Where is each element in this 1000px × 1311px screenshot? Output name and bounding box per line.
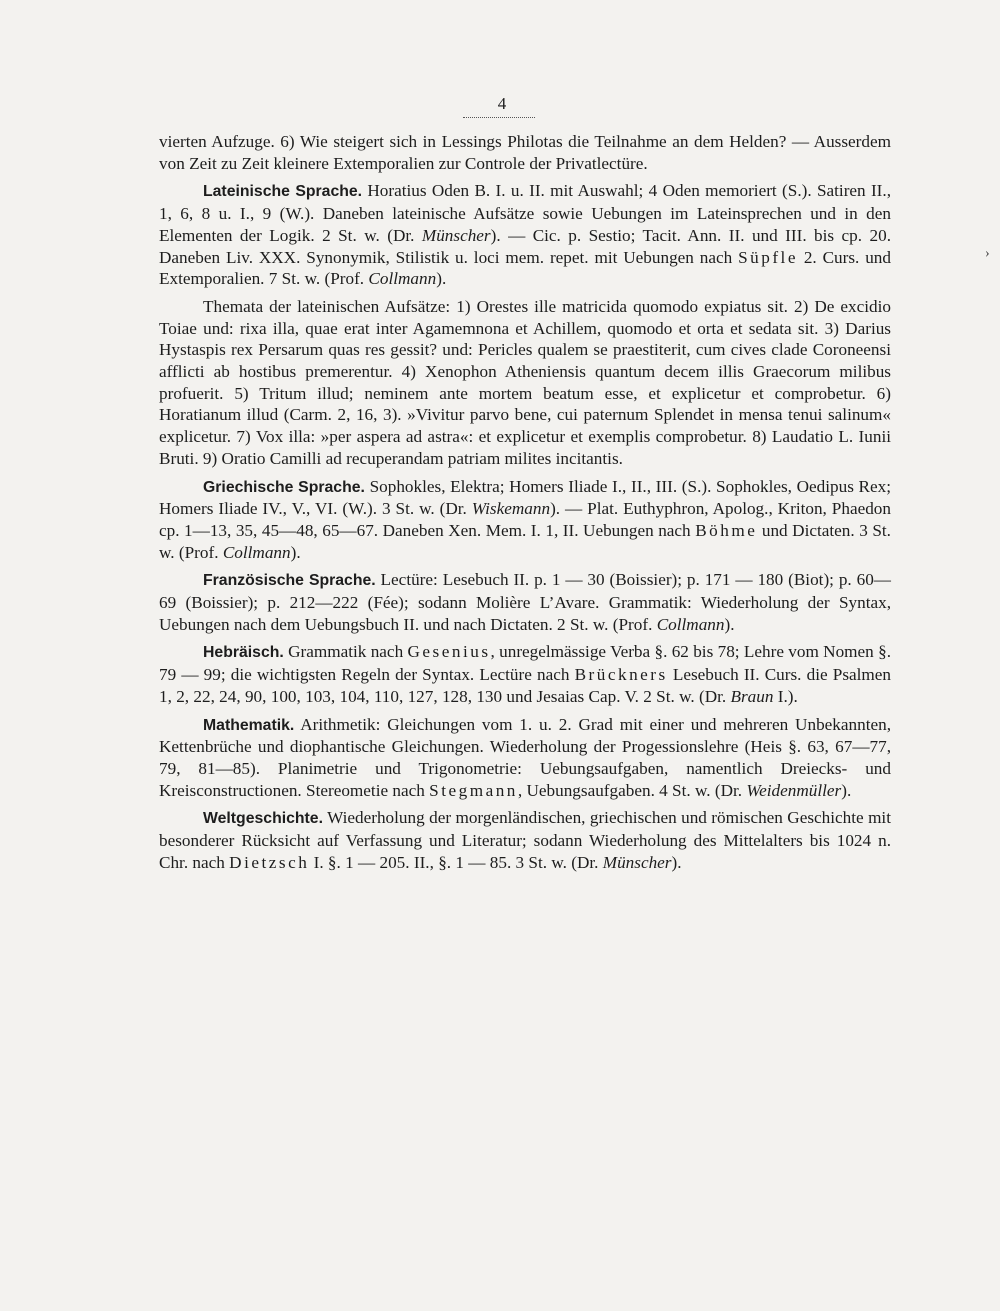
teacher-name: Collmann (222, 542, 291, 562)
text: Wiederholung der morgenländischen, griechischen und römischen Geschichte mit besonderer Rücksicht auf Verfassung und Literatur; sodann Wiederholung des Mittelalters bis 1024 n. Chr. nach (159, 808, 891, 872)
paragraph-hebraeisch (159, 641, 891, 707)
page-content (159, 131, 891, 880)
author-name: Böhme (695, 520, 758, 540)
section-heading-hebraeisch: Hebräisch. (203, 644, 284, 662)
teacher-name: Collmann (656, 614, 725, 634)
section-heading-weltgeschichte: Weltgeschichte. (203, 810, 323, 828)
text: I. §. 1 — 205. II., §. 1 — 85. 3 St. w. (Dr. (309, 852, 603, 872)
text: ). — Plat. Euthyphron, Apolog., Kriton, Phaedon cp. 1—13, 35, 45—48, 65—67. Daneben Xen. Mem. I. 1, II. Uebungen nach (159, 499, 891, 540)
paragraph-deutsch-continuation: vierten Aufzuge. 6) Wie steigert sich in Lessings Philotas die Teilnahme an dem Helden? — Ausserdem von Zeit zu Zeit kleinere Extemporalien zur Controle der Privatlectüre. (159, 132, 891, 173)
teacher-name: Collmann (368, 269, 437, 289)
section-heading-franzoesisch: Französische Sprache. (203, 572, 376, 590)
section-heading-mathematik: Mathematik. (203, 716, 295, 734)
text: Arithmetik: Gleichungen vom 1. u. 2. Grad mit einer und mehreren Unbekannten, Kettenbrüche und diophantische Gleichungen. Wiederholung der Progessionslehre (Heis §. 63, 67—77, 79, 81—85). Planimetrie und Trigonometrie: Uebungsaufgaben, namentlich Dreiecks- und Kreisconstructionen. Stereometie nach (159, 714, 891, 800)
teacher-name: Münscher (602, 852, 672, 872)
paragraph-weltgeschichte (159, 807, 891, 873)
author-name: Brückners (574, 665, 668, 685)
text: ). (841, 780, 852, 800)
margin-mark: › (985, 246, 990, 261)
text: Sophokles, Elektra; Homers Iliade I., II., III. (S.). Sophokles, Oedipus Rex; Homers Iliade IV., V., VI. (W.). 3 St. w. (Dr. (159, 476, 892, 519)
text: Lesebuch II. Curs. die Psalmen 1, 2, 22, 24, 90, 100, 103, 104, 110, 127, 128, 130 und Jesaias Cap. V. 2 St. w. (Dr. (159, 665, 892, 706)
teacher-name: Wiskemann (471, 499, 551, 519)
text: ). (436, 269, 447, 289)
text: 2. Curs. und Extemporalien. 7 St. w. (Prof. (159, 247, 891, 289)
section-heading-latein: Lateinische Sprache. (203, 183, 363, 201)
paragraph-mathematik (159, 714, 891, 802)
text: , Uebungsaufgaben. 4 St. w. (Dr. (517, 780, 747, 800)
author-name: Süpfle (738, 247, 798, 267)
text: Grammatik nach (283, 642, 408, 662)
paragraph-latein (159, 180, 891, 290)
text: ). (671, 852, 682, 872)
section-heading-griechisch: Griechische Sprache. (203, 478, 365, 496)
text: Horatius Oden B. I. u. II. mit Auswahl; 4 Oden memoriert (S.). Satiren II., 1, 6, 8 u. I., 9 (W.). Daneben lateinische Aufsätze sowie Uebungen im Lateinsprechen und in den Elementen der Logik. 2 St. w. (Dr. (159, 181, 892, 245)
author-name: Dietzsch (229, 852, 310, 872)
author-name: Stegmann (429, 780, 518, 800)
text: ). (724, 614, 735, 634)
text: und Dictaten. 3 St. w. (Prof. (159, 520, 891, 562)
teacher-name: Weidenmüller (746, 780, 842, 800)
teacher-name: Braun (730, 686, 774, 706)
page-number-rule (463, 117, 535, 118)
author-name: Gesenius (407, 642, 491, 662)
text: ). (290, 542, 301, 562)
text: I.). (773, 686, 798, 706)
paragraph-griechisch (159, 476, 891, 564)
page-number: 4 (497, 94, 507, 113)
text: ). — Cic. p. Sestio; Tacit. Ann. II. und III. bis cp. 20. Daneben Liv. XXX. Synonymik, Stilistik u. loci mem. repet. mit Uebungen nach (159, 225, 891, 267)
paragraph-themata: Themata der lateinischen Aufsätze: 1) Orestes ille matricida quomodo expiatus sit. 2) De excidio Toiae und: rixa illa, quae erat inter Agamemnona et Achillem, quomodo et orta et sedata sit. 3) Darius Hystaspis rex Persarum quas res gessit? und: Pericles qualem se praestiterit, cum cives clade Coroneensi afflicti ab hostibus premerentur. 4) Xenophon Atheniensis quantum decem illis Graecorum milibus profuerit. 5) Tritum illud; neminem ante mortem beatum esse, et explicetur et comprobetur. 6) Horatianum illud (Carm. 2, 16, 3). »Vivitur parvo bene, cui paternum Splendet in mensa tenui salinum« explicetur. 7) Vox illa: »per aspera ad astra«: et explicetur et exemplis comprobetur. 8) Laudatio L. Iunii Bruti. 9) Oratio Camilli ad recuperandam patriam milites incitantis. (159, 296, 891, 468)
text: Lectüre: Lesebuch II. p. 1 — 30 (Boissier); p. 171 — 180 (Biot); p. 60—69 (Boissier); p. 212—222 (Fée); sodann Molière L’Avare. Grammatik: Wiederholung der Syntax, Uebungen nach dem Uebungsbuch II. und nach Dictaten. 2 St. w. (Prof. (159, 570, 891, 634)
text: , unregelmässige Verba §. 62 bis 78; Lehre vom Nomen §. 79 — 99; die wichtigsten Regeln der Syntax. Lectüre nach (159, 642, 891, 685)
paragraph-franzoesisch (159, 569, 891, 635)
teacher-name: Münscher (421, 225, 491, 245)
